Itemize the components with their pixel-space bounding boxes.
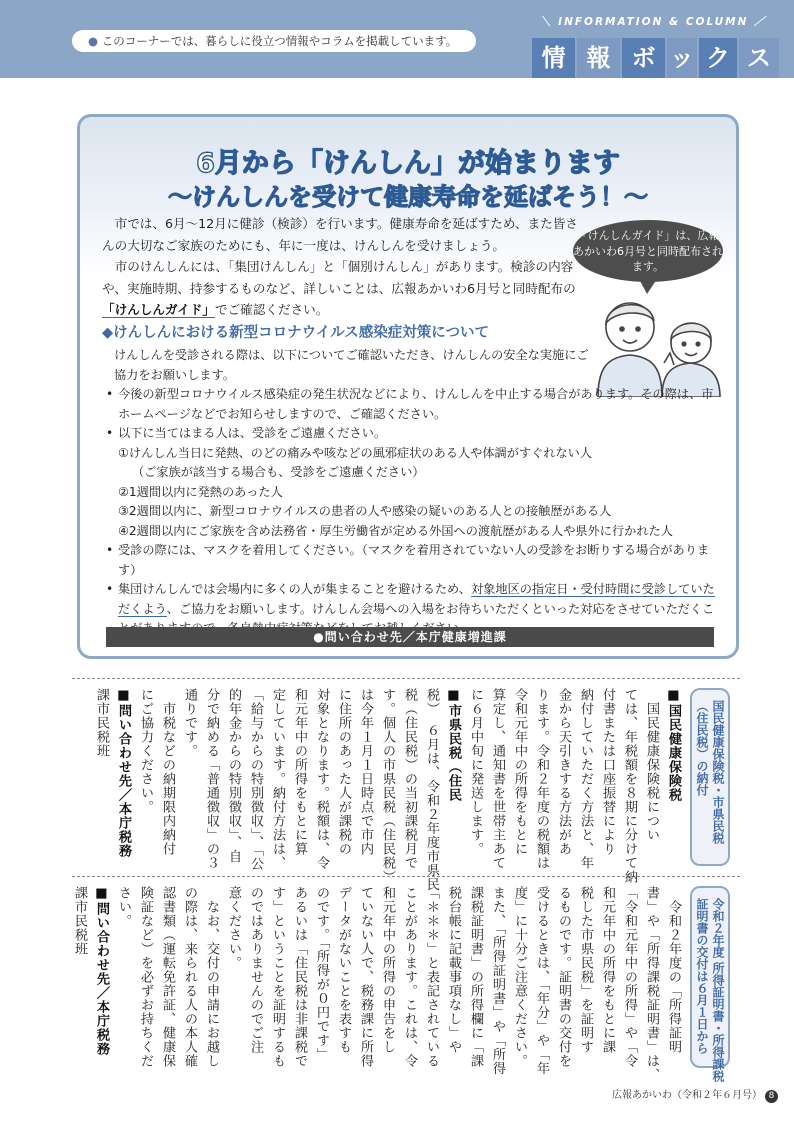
article-text-line: 課市民税班 xyxy=(72,886,87,956)
article-text-line: 分で納める「普通徴収」の３ xyxy=(204,688,219,870)
corner-notice-text: このコーナーでは、暮らしに役立つ情報やコラムを掲載しています。 xyxy=(101,34,458,48)
article-text-line: なお、交付の申請にお越し xyxy=(204,886,219,1068)
article-text-line: 険証など）を必ずお持ちくだ xyxy=(138,886,153,1068)
article-text-line: 受けるときは、「年分」や「年 xyxy=(534,886,549,1076)
divider xyxy=(72,678,740,679)
contact-bar: ●問い合わせ先／本庁健康増進課 xyxy=(106,627,714,647)
article1-label-line: 国民健康保険税・市県民税 xyxy=(711,700,725,844)
speech-bubble-text: 「けんしんガイド」は、広報あかいわ6月号と同時配布されます。 xyxy=(573,229,723,273)
covid-section-title: ◆けんしんにおける新型コロナウイルス感染症対策について xyxy=(102,325,489,341)
kenshin-guide-emphasis: 「けんしんガイド」 xyxy=(102,302,215,317)
intro-paragraph-1: 市では、6月～12月に健診（検診）を行います。健康寿命を延ばすため、また皆さんの大切なご家族のためにも、年に一度は、けんしんを受けましょう。 xyxy=(102,216,578,253)
header-title-char: ボ xyxy=(622,38,665,78)
article-text-line: 課税証明書」の所得欄に「課 xyxy=(468,886,483,1068)
header-title-char: 報 xyxy=(577,38,620,78)
article-text-line: す」ということを証明するも xyxy=(270,886,285,1068)
article-text-line: 納付していただく方法と、年 xyxy=(578,688,593,870)
header-title-char: ク xyxy=(699,38,737,78)
article-text-line: 算定し、通知書を世帯主あて xyxy=(490,688,505,870)
header-en-title: ＼ INFORMATION & COLUMN ／ xyxy=(540,16,767,28)
header-title-char: ッ xyxy=(667,38,697,78)
list-item: • 受診の際には、マスクを着用してください。（マスクを着用されていない人の受診をお断りする場合があります） xyxy=(104,541,724,580)
intro-2-tail: でご確認ください。 xyxy=(214,302,329,317)
article-text-line: 認書類（運転免許証、健康保 xyxy=(160,886,175,1068)
article-text-line: のです。「所得が０円です」 xyxy=(314,886,329,1062)
page-number: 8 xyxy=(765,1090,778,1103)
article-text-line: にご協力ください。 xyxy=(138,688,153,814)
article-text-line: 金から天引きする方法があ xyxy=(556,688,571,856)
doctor-nurse-illustration xyxy=(588,287,728,397)
feature-subtitle: ～けんしんを受けて健康寿命を延ばそう！～ xyxy=(168,183,648,211)
article-text-line: の際は、来られる人の本人確 xyxy=(182,886,197,1068)
article-text-line: 税した市県民税」を証明す xyxy=(578,886,593,1054)
article-text-line: ります。令和２年度の税額は xyxy=(534,688,549,870)
article-heading-line: ■問い合わせ先／本庁税務 xyxy=(94,886,109,1056)
article-text-line: 課市民税班 xyxy=(94,688,109,758)
intro-2-text: 市のけんしんには、「集団けんしん」と「個別けんしん」があります。検診の内容や、実施時期、持参するものなど、詳しいことは、広報あかいわ6月号と同時配布の xyxy=(102,259,576,296)
covid-section-intro: けんしんを受診される際は、以下についてご確認いただき、けんしんの安全な実施にご協力をお願いします。 xyxy=(114,348,589,382)
article-text-line: ことがあります。これは、令 xyxy=(402,886,417,1068)
article-text-line: 的年金からの特別徴収」、自 xyxy=(226,688,241,864)
article-text-line: 税） ６月は、令和２年度市県民 xyxy=(424,688,439,892)
header-band xyxy=(0,0,794,78)
article-text-line: 度」に十分ご注意ください。 xyxy=(512,886,527,1068)
article-text-line: 通りです。 xyxy=(182,688,197,758)
article-text-line: 和元年中の所得をもとに算 xyxy=(292,688,307,856)
condition-item: ③2週間以内に、新型コロナウイルスの患者の人や感染の疑いのある人との接触歴がある人 xyxy=(118,504,612,518)
article-text-line: 「＊＊＊」と表記されている xyxy=(424,886,439,1068)
kenshin-feature-box xyxy=(77,114,739,659)
article-text-line: 和元年中の所得をもとに課 xyxy=(600,886,615,1054)
article-text-line: に６月中旬に発送します。 xyxy=(468,688,483,856)
article-text-line: 定しています。納付方法は、 xyxy=(270,688,285,870)
intro-paragraph-2 xyxy=(102,256,590,321)
article2-label-line: 証明書の交付は６月１日から xyxy=(695,898,709,1054)
article-text-line: 付書または口座振替により xyxy=(600,688,615,856)
condition-item: ①けんしん当日に発熱、のどの痛みや咳などの風邪症状のある人や体調がすぐれない人 xyxy=(118,445,593,460)
article1-label-line: （住民税）の納付 xyxy=(695,700,709,796)
article-text-line: 「令和元年中の所得」や「令 xyxy=(622,886,637,1068)
article2-body xyxy=(68,886,684,1082)
article-heading-line: ■市県民税（住民 xyxy=(446,688,461,802)
article-text-line: ていない人で、税務課に所得 xyxy=(358,886,373,1068)
bullet-4-tail: 、ご協力をお願いします。けんしん会場への入場をお待ちいただくといった対応をさせていただくこ xyxy=(166,601,715,616)
article-text-line: さい。 xyxy=(116,886,131,928)
article2-label xyxy=(690,886,730,1083)
article-text-line: 令和元年中の所得をもとに xyxy=(512,688,527,856)
article-text-line: データがないことを表すも xyxy=(336,886,351,1054)
condition-item: ④2週間以内にご家族を含め法務省・厚生労働省が定める外国への渡航歴がある人や県外に行かれた人 xyxy=(118,523,673,538)
article2-label-line: 令和２年度 所得証明書・所得課税 xyxy=(711,898,725,1083)
article-text-line: あるいは「住民税は非課税で xyxy=(292,886,307,1068)
condition-item: ②1週間以内に発熱のあった人 xyxy=(118,484,283,499)
article-text-line: 「給与からの特別徴収」、「公 xyxy=(248,688,263,871)
header-title-char: 情 xyxy=(532,38,575,78)
condition-note: （ご家族が該当する場合も、受診をご遠慮ください） xyxy=(132,465,425,479)
article-text-line: に住所のあった人が課税の xyxy=(336,688,351,856)
header-en-text: INFORMATION & COLUMN xyxy=(558,16,749,28)
bullet-4-text: 集団けんしんでは会場内に多くの人が集まることを避けるため、 xyxy=(118,582,471,596)
article-heading-line: ■国民健康保険税 xyxy=(666,688,681,802)
article-text-line: 和元年中の所得の申告をし xyxy=(380,886,395,1054)
article-text-line: 書」や「所得課税証明書」は、 xyxy=(644,886,659,1082)
article-text-line: 市税などの納期限内納付 xyxy=(160,688,175,856)
list-item: • 以下に当てはまる人は、受診をご遠慮ください。 xyxy=(104,424,724,444)
feature-intro xyxy=(102,213,590,321)
article-text-line: 対象となります。税額は、令 xyxy=(314,688,329,870)
article-text-line: 令和２年度の「所得証明 xyxy=(666,886,681,1054)
article-text-line: 税（住民税）の当初課税月で xyxy=(402,688,417,870)
article-text-line: す。個人の市県民税（住民税） xyxy=(380,688,395,884)
covid-bullet-list xyxy=(104,385,724,639)
article1-body xyxy=(90,688,684,892)
list-item: • 今後の新型コロナウイルス感染症の発生状況などにより、けんしんを中止する場合があります。その際は、市ホームページなどでお知らせしますので、ご確認ください。 xyxy=(104,385,724,424)
article-text-line: 税台帳に記載事項なし」や xyxy=(446,886,461,1054)
article-text-line: 国民健康保険税につい xyxy=(644,688,659,842)
bullet-4-underline: 対象地区の指定日・受付時間に受診していただくよう xyxy=(118,582,715,616)
header-title-char: ス xyxy=(739,38,779,78)
feature-title: 6月から「けんしん」が始まります xyxy=(196,148,620,179)
article-text-line: 意ください。 xyxy=(226,886,241,970)
page-footer xyxy=(612,1086,778,1103)
article-text-line: は今年１月１日時点で市内 xyxy=(358,688,373,856)
corner-notice xyxy=(72,30,476,52)
article-text-line: ては、年税額を８期に分けて納 xyxy=(622,688,637,884)
article-text-line: るものです。証明書の交付を xyxy=(556,886,571,1068)
footer-text: 広報あかいわ（令和２年６月号） xyxy=(612,1090,762,1101)
article-heading-line: ■問い合わせ先／本庁税務 xyxy=(116,688,131,858)
bullet-dot-icon: ● xyxy=(88,34,102,48)
article-text-line: のではありませんのでご注 xyxy=(248,886,263,1054)
article1-label xyxy=(690,688,730,866)
divider xyxy=(72,876,740,877)
article-text-line: また、「所得証明書」や「所得 xyxy=(490,886,505,1076)
speech-bubble xyxy=(573,220,723,282)
